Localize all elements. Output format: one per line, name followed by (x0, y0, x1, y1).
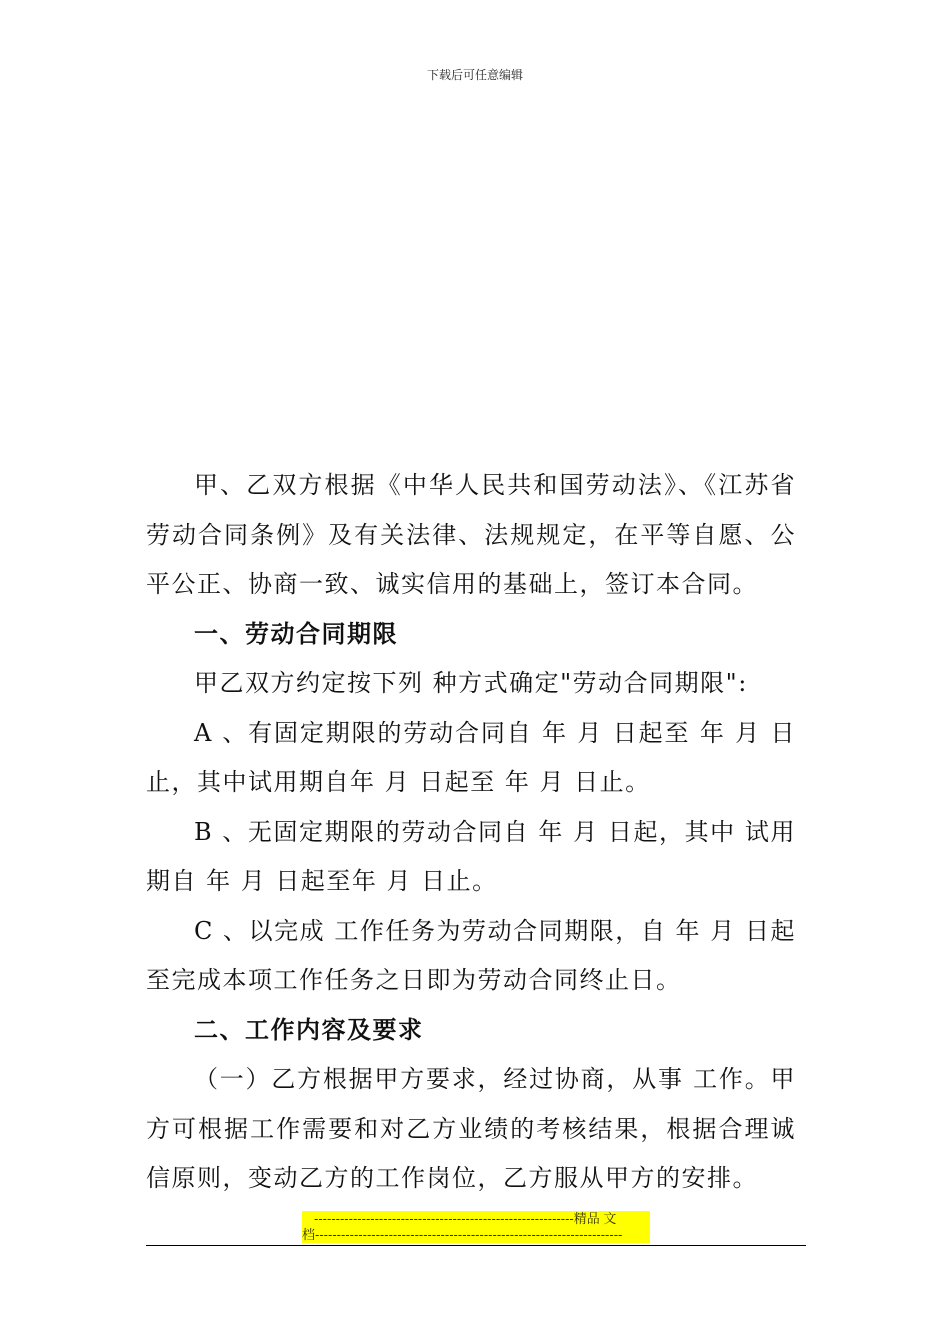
footer-divider (146, 1245, 806, 1246)
document-body (146, 461, 796, 1204)
section-1-option-b: B 、无固定期限的劳动合同自 年 月 日起，其中 试用期自 年 月 日起至年 月 日止。 (146, 817, 796, 895)
footer-line-1: ------------------------------------------------------------精品 文 (302, 1211, 650, 1227)
section-1-option-c: C 、以完成 工作任务为劳动合同期限，自 年 月 日起至完成本项工作任务之日即为劳动合同终止日。 (146, 916, 796, 994)
section-1-option-a: A 、有固定期限的劳动合同自 年 月 日起至 年 月 日止，其中试用期自年 月 日起至 年 月 日止。 (146, 718, 796, 796)
footer-watermark (302, 1211, 650, 1243)
footer-line-2: 档----------------------------------------------------------------------- (302, 1227, 650, 1243)
intro-paragraph: 甲、乙双方根据《中华人民共和国劳动法》、《江苏省劳动合同条例》及有关法律、法规规定，在平等自愿、公平公正、协商一致、诚实信用的基础上，签订本合同。 (146, 471, 796, 598)
section-2-heading: 二、工作内容及要求 (194, 1015, 424, 1044)
header-note: 下载后可任意编辑 (426, 68, 523, 82)
section-1-paragraph-1: 甲乙双方约定按下列 种方式确定"劳动合同期限": (194, 669, 748, 697)
section-1-heading: 一、劳动合同期限 (194, 619, 398, 648)
section-2-paragraph-1: （一）乙方根据甲方要求，经过协商，从事 工作。甲方可根据工作需要和对乙方业绩的考核结果，根据合理诚信原则，变动乙方的工作岗位，乙方服从甲方的安排。 (146, 1065, 796, 1192)
